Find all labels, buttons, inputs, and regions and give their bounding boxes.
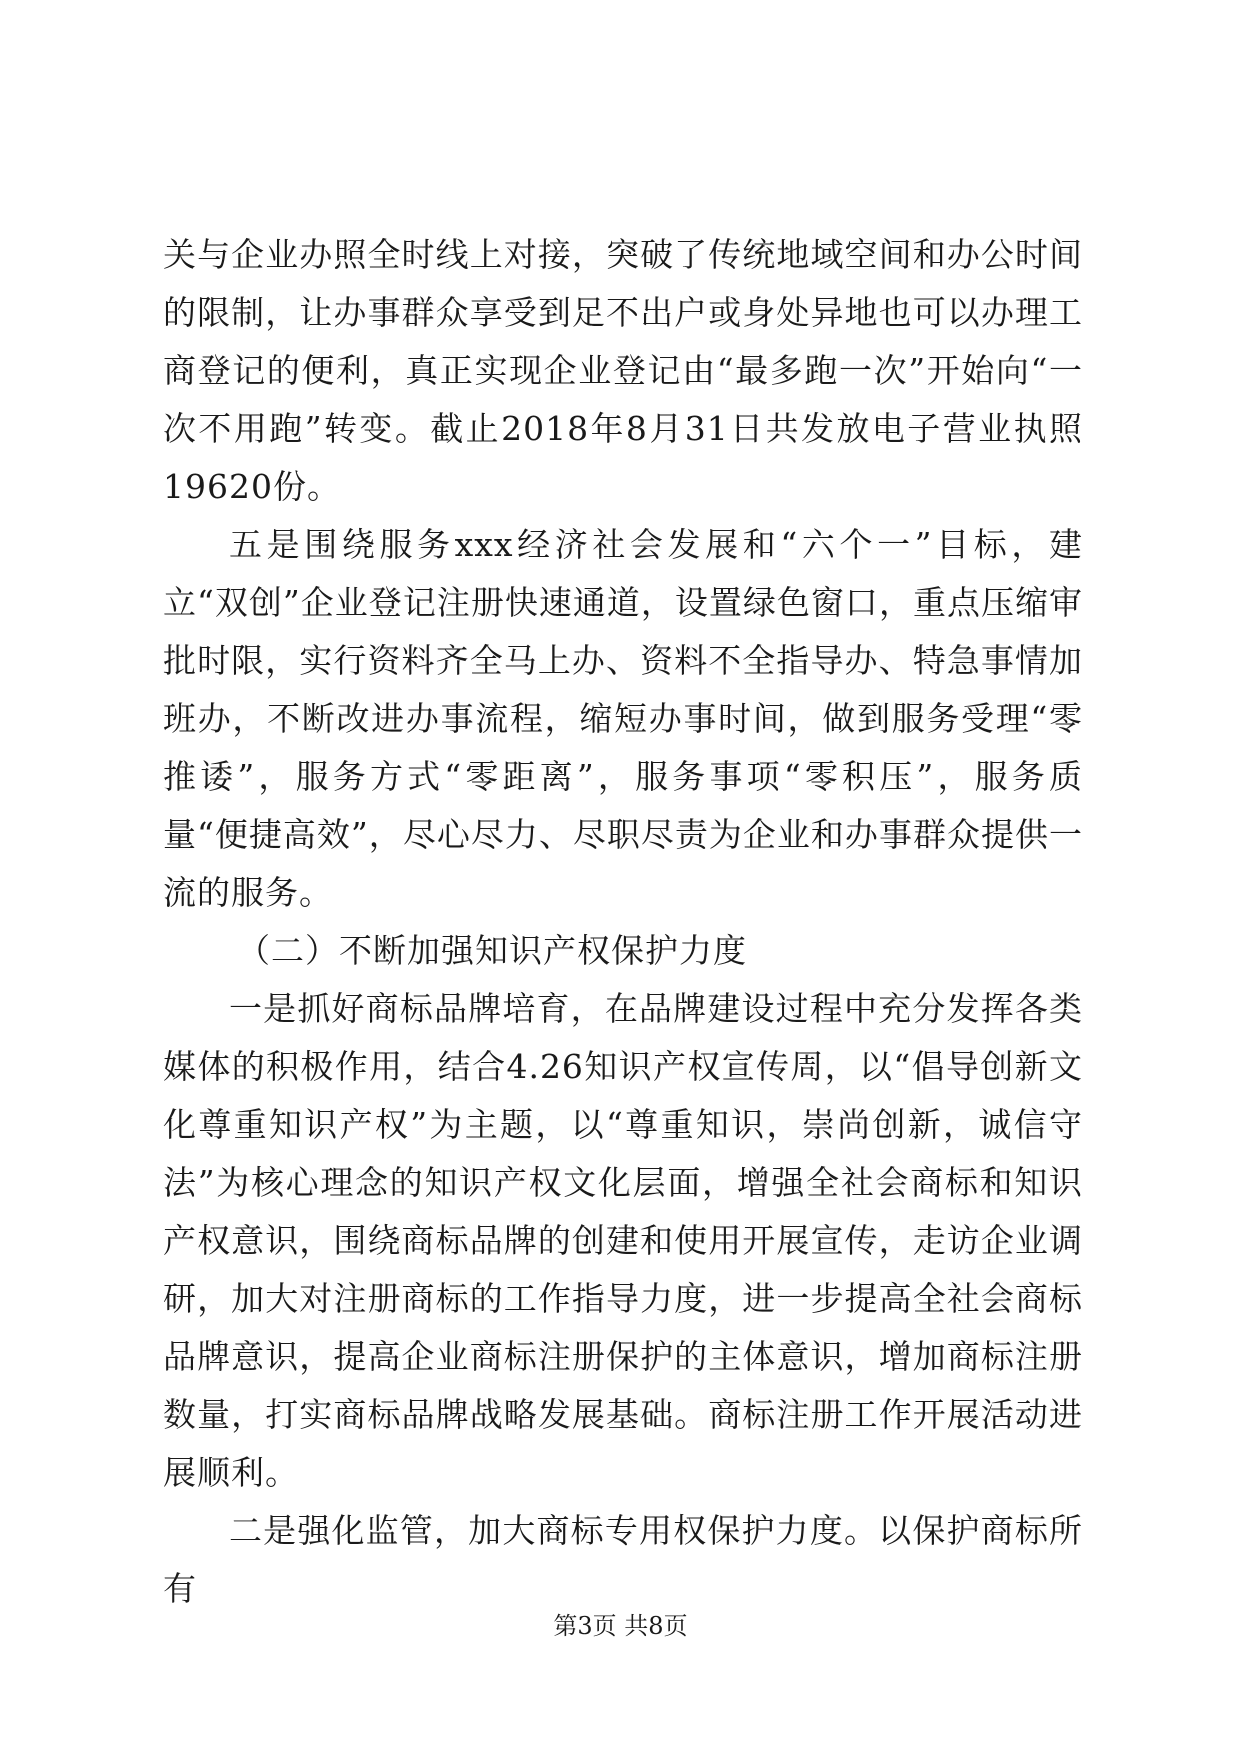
paragraph-five-service: 五是围绕服务xxx经济社会发展和“六个一”目标，建立“双创”企业登记注册快速通道，设置绿色窗口，重点压缩审批时限，实行资料齐全马上办、资料不全指导办、特急事情加班办，不断改进办事流程，缩短办事时间，做到服务受理“零推诿”，服务方式“零距离”，服务事项“零积压”，服务质量“便捷高效”，尽心尽力、尽职尽责为企业和办事群众提供一流的服务。 (163, 525, 1083, 912)
page-footer (0, 1611, 1241, 1641)
paragraph-two-supervision: 二是强化监管，加大商标专用权保护力度。以保护商标所有 (163, 1511, 1083, 1608)
section-heading-ip-protection: （二）不断加强知识产权保护力度 (237, 931, 747, 970)
paragraph-one-trademark-brand: 一是抓好商标品牌培育，在品牌建设过程中充分发挥各类媒体的积极作用，结合4.26知识产权宣传周，以“倡导创新文化尊重知识产权”为主题，以“尊重知识，崇尚创新，诚信守法”为核心理念的知识产权文化层面，增强全社会商标和知识产权意识，围绕商标品牌的创建和使用开展宣传，走访企业调研，加大对注册商标的工作指导力度，进一步提高全社会商标品牌意识，提高企业商标注册保护的主体意识，增加商标注册数量，打实商标品牌战略发展基础。商标注册工作开展活动进展顺利。 (163, 989, 1083, 1492)
paragraph-continued: 关与企业办照全时线上对接，突破了传统地域空间和办公时间的限制，让办事群众享受到足不出户或身处异地也可以办理工商登记的便利，真正实现企业登记由“最多跑一次”开始向“一次不用跑”转变。截止2018年8月31日共发放电子营业执照19620份。 (163, 235, 1083, 506)
document-body (163, 226, 1083, 1618)
page-number: 第3页 共8页 (553, 1612, 688, 1640)
